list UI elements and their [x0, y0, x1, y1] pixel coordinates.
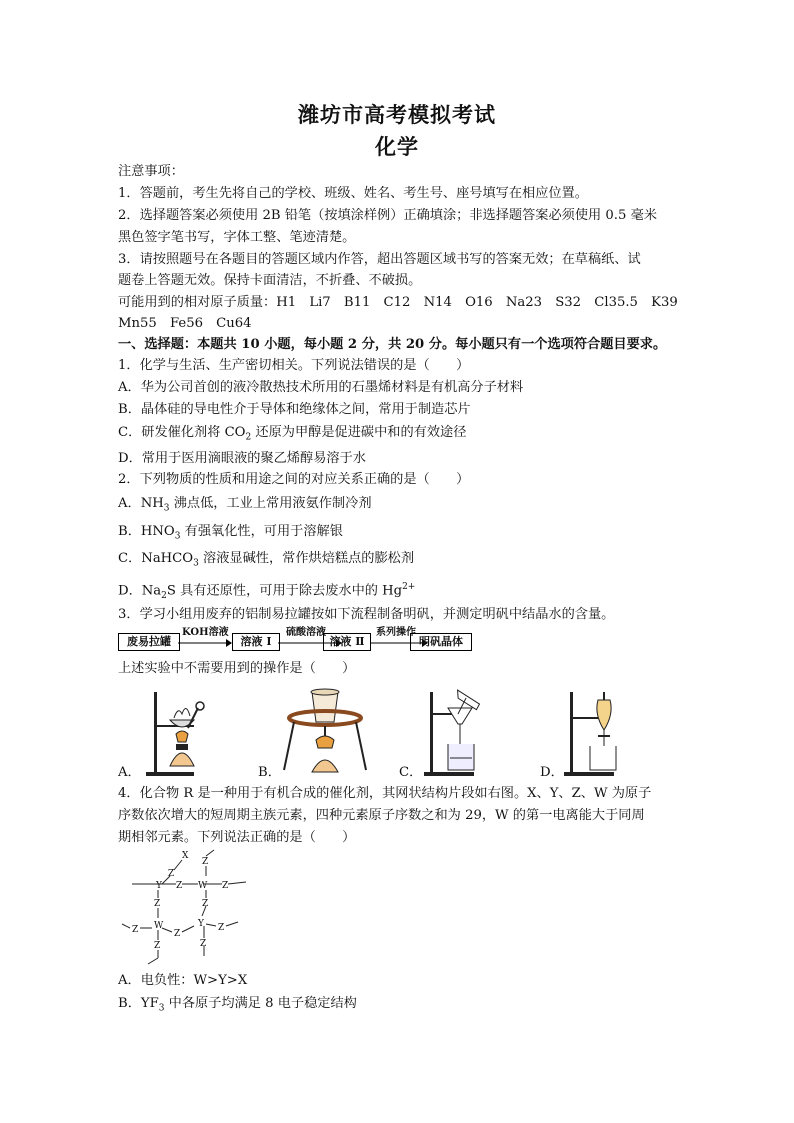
section-heading: 一、选择题：本题共 10 小题，每小题 2 分，共 20 分。每小题只有一个选项符合题目要求。: [118, 337, 667, 352]
q2-option-a: A．$NH_3$ 沸点低，工业上常用液氨作制冷剂: [118, 496, 372, 514]
atom-y-1: Y: [156, 881, 162, 891]
apparatus-a-evaporation-icon: [140, 688, 220, 778]
q2-option-d: D．$Na_2S$ 具有还原性，可用于除去废水中的 $Hg^{2+}$: [118, 582, 416, 602]
atomic-masses-1: 可能用到的相对原子质量：H1 Li7 B11 C12 N14 O16 Na23 S32 Cl35.5 K39: [118, 295, 678, 310]
flow-box-solution-2: 溶液 Ⅱ: [323, 633, 371, 651]
atom-x-top: X: [182, 851, 189, 861]
q1-stem: 1．化学与生活、生产密切相关。下列说法错误的是（ ）: [118, 358, 470, 373]
flow-operation: 系列操作: [376, 627, 416, 638]
note-2: 2．选择题答案必须使用 2B 铅笔（按填涂样例）正确填涂；非选择题答案必须使用 0.5 毫米: [118, 208, 657, 223]
note-3-cont: 题卷上答题无效。保持卡面清洁，不折叠、不破损。: [118, 273, 422, 288]
note-3: 3．请按照题号在各题目的答题区域内作答，超出答题区域书写的答案无效；在草稿纸、试: [118, 252, 641, 267]
network-structure-diagram: [118, 846, 258, 966]
notes-heading: 注意事项：: [118, 164, 184, 179]
q2-option-b: B．$HNO_3$ 有强氧化性，可用于溶解银: [118, 524, 343, 542]
atom-z-11: Z: [154, 941, 161, 951]
note-2-cont: 黑色签字笔书写，字体工整、笔迹清楚。: [118, 230, 356, 245]
q1-option-a: A．华为公司首创的液冷散热技术所用的石墨烯材料是有机高分子材料: [118, 380, 524, 395]
q3-option-c: C．: [399, 765, 423, 780]
atom-z-7: Z: [132, 925, 139, 935]
atom-z-4: Z: [202, 857, 209, 867]
atom-z-6: Z: [154, 899, 161, 909]
atom-w-1: W: [198, 881, 208, 891]
q3-option-b: B．: [258, 765, 281, 780]
flow-arrow-1: [178, 638, 232, 648]
q4-option-b: B．$YF_3$ 中各原子均满足 8 电子稳定结构: [118, 996, 357, 1014]
q3-stem: 3．学习小组用废弃的铝制易拉罐按如下流程制备明矾，并测定明矾中结晶水的含量。: [118, 607, 615, 622]
flow-box-alum: 明矾晶体: [410, 633, 472, 651]
q4-option-a: A．电负性：W>Y>X: [118, 973, 248, 988]
atomic-masses-2: Mn55 Fe56 Cu64: [118, 316, 252, 331]
q4-stem-1: 4．化合物 R 是一种用于有机合成的催化剂，其网状结构片段如右图。X、Y、Z、W 为原子: [118, 786, 652, 801]
q3-option-a: A．: [118, 765, 141, 780]
flow-reagent-acid: 硫酸溶液: [286, 627, 326, 638]
atom-z-3: Z: [222, 881, 229, 891]
subject-title: 化学: [375, 134, 419, 159]
q1-option-c: C．研发催化剂将 $CO_2$ 还原为甲醇是促进碳中和的有效途径: [118, 425, 467, 443]
atom-z-9: Z: [218, 923, 225, 933]
flow-box-solution-1: 溶液 Ⅰ: [232, 633, 280, 651]
atom-z-1: Z: [168, 869, 175, 879]
atom-z-5: Z: [202, 899, 209, 909]
atom-z-10: Z: [200, 939, 207, 949]
q2-option-c: C．NaHCO$_3$ 溶液显碱性，常作烘焙糕点的膨松剂: [118, 551, 415, 569]
exam-title: 潍坊市高考模拟考试: [298, 102, 496, 127]
q2-stem: 2．下列物质的性质和用途之间的对应关系正确的是（ ）: [118, 472, 470, 487]
q3-option-d: D．: [540, 765, 564, 780]
note-1: 1．答题前，考生先将自己的学校、班级、姓名、考生号、座号填写在相应位置。: [118, 186, 588, 201]
apparatus-b-crucible-icon: [280, 688, 370, 778]
atom-y-2: Y: [198, 919, 204, 929]
q1-option-d: D．常用于医用滴眼液的聚乙烯醇易溶于水: [118, 451, 366, 466]
q4-stem-3: 期相邻元素。下列说法正确的是（ ）: [118, 830, 356, 845]
atom-z-2: Z: [176, 881, 183, 891]
q3-question: 上述实验中不需要用到的操作是（ ）: [118, 661, 356, 676]
atom-w-2: W: [154, 921, 164, 931]
atom-z-8: Z: [174, 929, 181, 939]
flow-box-cans: 废易拉罐: [118, 633, 180, 651]
flow-reagent-koh: KOH溶液: [182, 627, 229, 638]
apparatus-c-filtration-icon: [420, 688, 500, 778]
q1-option-b: B．晶体硅的导电性介于导体和绝缘体之间，常用于制造芯片: [118, 402, 471, 417]
apparatus-d-separatory-funnel-icon: [560, 688, 640, 778]
q4-stem-2: 序数依次增大的短周期主族元素，四种元素原子序数之和为 29，W 的第一电离能大于同周: [118, 808, 645, 823]
